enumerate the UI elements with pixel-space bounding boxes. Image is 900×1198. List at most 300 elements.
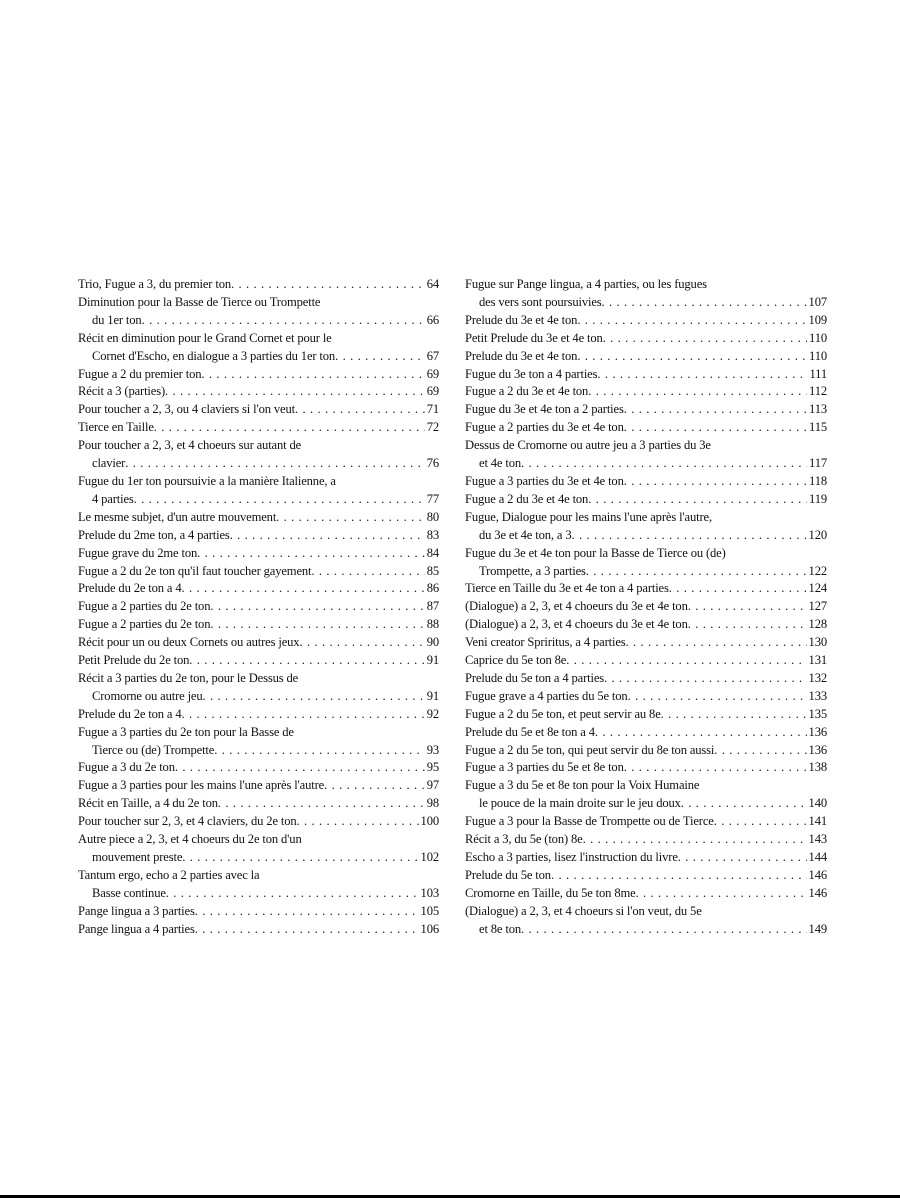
toc-entry-line <box>78 849 439 867</box>
toc-entry-line <box>78 885 439 903</box>
toc-entry <box>465 509 827 545</box>
toc-page-number: 120 <box>808 527 827 542</box>
toc-entry-title: Fugue a 2 parties du 2e ton <box>78 599 211 614</box>
toc-entry-title: Fugue a 2 du 2e ton qu'il faut toucher gayement <box>78 563 312 578</box>
toc-entry-line <box>78 634 439 652</box>
toc-entry-line <box>465 312 827 330</box>
toc-entry-line <box>78 831 439 849</box>
toc-page-number: 88 <box>426 617 439 632</box>
toc-entry <box>78 527 439 545</box>
dot-leader <box>688 598 807 616</box>
toc-entry-line <box>78 545 439 563</box>
dot-leader <box>626 634 807 652</box>
toc-entry <box>78 473 439 509</box>
toc-entry <box>465 903 827 939</box>
toc-entry-title: clavier <box>92 456 126 471</box>
toc-entry <box>78 831 439 867</box>
toc-entry-line <box>78 276 439 294</box>
toc-entry-line <box>78 724 439 742</box>
toc-entry <box>465 670 827 688</box>
dot-leader <box>335 348 425 366</box>
toc-entry <box>78 867 439 903</box>
dot-leader <box>688 616 807 634</box>
dot-leader <box>203 688 425 706</box>
toc-page-number: 118 <box>809 473 827 488</box>
toc-entry <box>465 777 827 813</box>
toc-entry-title: Récit a 3 parties du 2e ton, pour le Dessus de <box>78 670 299 685</box>
dot-leader <box>165 383 425 401</box>
toc-entry <box>465 706 827 724</box>
dot-leader <box>588 383 807 401</box>
toc-entry-title: (Dialogue) a 2, 3, et 4 choeurs du 3e et 4e ton <box>465 617 688 632</box>
toc-page-number: 102 <box>420 850 439 864</box>
toc-page-number: 135 <box>808 706 827 721</box>
dot-leader <box>142 312 425 330</box>
dot-leader <box>577 312 806 330</box>
toc-entry <box>465 634 827 652</box>
toc-page-number: 91 <box>426 653 439 668</box>
toc-entry-line <box>78 670 439 688</box>
toc-entry-title: Prelude du 5e ton a 4 parties <box>465 670 605 685</box>
toc-page-number: 128 <box>808 617 827 632</box>
toc-entry-title: Fugue sur Pange lingua, a 4 parties, ou les fugues <box>465 277 707 291</box>
toc-entry <box>78 921 439 939</box>
dot-leader <box>195 921 419 939</box>
toc-entry-title: du 1er ton <box>92 312 142 327</box>
toc-entry-line <box>78 527 439 545</box>
dot-leader <box>230 527 425 545</box>
toc-page-number: 110 <box>809 348 827 363</box>
toc-entry <box>78 401 439 419</box>
toc-page-number: 112 <box>809 384 827 399</box>
toc-entry-title: (Dialogue) a 2, 3, et 4 choeurs du 3e et 4e ton <box>465 599 688 614</box>
toc-page-number: 76 <box>426 456 439 471</box>
dot-leader <box>210 598 424 616</box>
toc-page-number: 85 <box>426 563 439 578</box>
toc-entry-line <box>78 580 439 598</box>
dot-leader <box>182 580 425 598</box>
toc-entry <box>78 706 439 724</box>
toc-entry-title: Fugue a 2 du 3e et 4e ton <box>465 384 589 399</box>
toc-entry <box>78 366 439 384</box>
toc-entry-title: Trompette, a 3 parties <box>479 563 586 578</box>
toc-page-number: 67 <box>426 348 439 363</box>
toc-entry-title: Cromorne en Taille, du 5e ton 8me <box>465 885 636 900</box>
toc-entry-line <box>78 401 439 419</box>
dot-leader <box>714 813 807 831</box>
dot-leader <box>218 795 425 813</box>
toc-page-number: 97 <box>426 778 439 793</box>
toc-page-number: 149 <box>808 921 827 936</box>
toc-page-number: 136 <box>808 724 827 739</box>
toc-entry-title: Fugue grave a 4 parties du 5e ton <box>465 688 628 703</box>
toc-entry-title: Récit pour un ou deux Cornets ou autres jeux <box>78 635 300 650</box>
dot-leader <box>681 795 807 813</box>
toc-entry-line <box>465 563 827 581</box>
toc-entry-line <box>465 437 827 455</box>
toc-entry <box>465 724 827 742</box>
dot-leader <box>661 706 807 724</box>
toc-entry-title: Fugue du 3e ton a 4 parties <box>465 366 598 381</box>
toc-page-number: 144 <box>808 850 827 864</box>
toc-entry-line <box>78 616 439 634</box>
dot-leader <box>125 455 424 473</box>
toc-entry-title: Pange lingua a 3 parties <box>78 903 195 918</box>
toc-entry <box>78 616 439 634</box>
toc-page-number: 100 <box>420 814 439 829</box>
dot-leader <box>678 849 807 867</box>
dot-leader <box>597 366 807 384</box>
toc-entry-line <box>78 903 439 921</box>
toc-entry <box>465 437 827 473</box>
dot-leader <box>714 742 806 760</box>
toc-entry-title: Tierce en Taille du 3e et 4e ton a 4 parties <box>465 581 669 596</box>
toc-page-number: 91 <box>426 688 439 703</box>
toc-entry-line <box>465 903 827 921</box>
toc-entry <box>465 312 827 330</box>
toc-page-number: 92 <box>426 706 439 721</box>
toc-page-number: 83 <box>426 527 439 542</box>
toc-page-number: 113 <box>809 402 827 417</box>
toc-entry-title: Cromorne ou autre jeu <box>92 688 203 703</box>
dot-leader <box>210 616 424 634</box>
toc-page-number: 124 <box>808 581 827 596</box>
toc-page-number: 122 <box>808 563 827 578</box>
toc-entry-title: Petit Prelude du 3e et 4e ton <box>465 330 603 345</box>
toc-entry <box>78 813 439 831</box>
toc-entry-line <box>78 921 439 939</box>
toc-page-number: 84 <box>426 545 439 560</box>
toc-entry-title: Caprice du 5e ton 8e <box>465 653 567 668</box>
toc-entry-line <box>78 759 439 777</box>
toc-entry-line <box>78 652 439 670</box>
toc-entry-title: Tantum ergo, echo a 2 parties avec la <box>78 867 260 882</box>
toc-page-number: 98 <box>426 796 439 811</box>
toc-entry-title: Fugue du 3e et 4e ton pour la Basse de Tierce ou (de) <box>465 545 726 560</box>
toc-entry <box>465 849 827 867</box>
dot-leader <box>297 813 419 831</box>
toc-entry-line <box>465 759 827 777</box>
toc-entry-line <box>465 670 827 688</box>
toc-entry-title: Escho a 3 parties, lisez l'instruction du livre <box>465 850 678 864</box>
toc-entry-title: Prelude du 2e ton a 4 <box>78 581 182 596</box>
toc-entry <box>465 545 827 581</box>
toc-entry <box>465 598 827 616</box>
toc-entry-title: Fugue a 2 du 5e ton, et peut servir au 8e <box>465 706 661 721</box>
toc-entry-line <box>465 348 827 366</box>
toc-entry <box>78 580 439 598</box>
toc-page-number: 117 <box>809 456 827 471</box>
dot-leader <box>624 473 807 491</box>
toc-entry-line <box>78 419 439 437</box>
toc-entry-title: Le mesme subjet, d'un autre mouvement <box>78 509 277 524</box>
dot-leader <box>624 401 807 419</box>
toc-entry-title: (Dialogue) a 2, 3, et 4 choeurs si l'on veut, du 5e <box>465 903 702 918</box>
dot-leader <box>551 867 807 885</box>
dot-leader <box>588 491 807 509</box>
dot-leader <box>583 831 807 849</box>
toc-page-number: 95 <box>426 760 439 775</box>
dot-leader <box>182 706 425 724</box>
toc-page-number: 109 <box>808 312 827 327</box>
dot-leader <box>324 777 425 795</box>
toc-page-number: 86 <box>426 581 439 596</box>
dot-leader <box>214 742 424 760</box>
toc-entry <box>78 598 439 616</box>
toc-entry-line <box>465 885 827 903</box>
toc-entry-line <box>78 366 439 384</box>
toc-entry-line <box>78 742 439 760</box>
toc-entry-line <box>78 383 439 401</box>
toc-entry-line <box>465 742 827 760</box>
toc-entry-title: Basse continue <box>92 885 166 900</box>
toc-page-number: 66 <box>426 312 439 327</box>
toc-page-number: 131 <box>808 653 827 668</box>
toc-entry-line <box>465 706 827 724</box>
toc-entry-title: Fugue du 1er ton poursuivie a la manière Italienne, a <box>78 473 336 488</box>
toc-page-number: 115 <box>809 420 827 435</box>
toc-entry-title: Tierce ou (de) Trompette <box>92 742 215 757</box>
toc-entry-line <box>465 580 827 598</box>
toc-entry <box>78 545 439 563</box>
toc-entry <box>465 348 827 366</box>
toc-entry <box>78 652 439 670</box>
dot-leader <box>624 419 807 437</box>
toc-entry-line <box>465 598 827 616</box>
dot-leader <box>195 903 419 921</box>
toc-page-number: 107 <box>808 294 827 309</box>
toc-entry <box>78 634 439 652</box>
dot-leader <box>189 652 424 670</box>
toc-entry <box>78 437 439 473</box>
dot-leader <box>604 670 807 688</box>
toc-entry-title: Fugue a 3 parties pour les mains l'une après l'autre <box>78 778 325 793</box>
toc-entry-title: Récit a 3, du 5e (ton) 8e <box>465 832 583 847</box>
toc-entry-title: le pouce de la main droite sur le jeu doux <box>479 796 681 811</box>
toc-entry-line <box>78 509 439 527</box>
toc-entry-title: Prelude du 2e ton a 4 <box>78 706 182 721</box>
toc-entry-line <box>78 598 439 616</box>
toc-entry <box>78 330 439 366</box>
toc-entry-line <box>465 294 827 312</box>
dot-leader <box>603 330 807 348</box>
toc-entry-line <box>465 491 827 509</box>
dot-leader <box>636 885 807 903</box>
toc-entry <box>78 759 439 777</box>
toc-entry-line <box>78 437 439 455</box>
toc-entry-line <box>465 688 827 706</box>
toc-entry <box>78 724 439 760</box>
toc-entry-title: Prelude du 2me ton, a 4 parties <box>78 527 230 542</box>
toc-entry <box>78 294 439 330</box>
toc-entry-title: Fugue, Dialogue pour les mains l'une après l'autre, <box>465 509 712 524</box>
toc-page-number: 138 <box>808 760 827 775</box>
toc-entry-title: Prelude du 3e et 4e ton <box>465 348 578 363</box>
toc-entry <box>465 885 827 903</box>
toc-entry-line <box>465 366 827 384</box>
toc-entry-title: Récit en Taille, a 4 du 2e ton <box>78 796 218 811</box>
toc-entry-title: des vers sont poursuivies <box>479 294 602 309</box>
toc-entry-title: Autre piece a 2, 3, et 4 choeurs du 2e ton d'un <box>78 832 302 847</box>
toc-entry-line <box>78 348 439 366</box>
toc-entry-line <box>78 294 439 312</box>
toc-entry <box>465 330 827 348</box>
toc-entry-line <box>465 330 827 348</box>
toc-entry-title: Veni creator Spriritus, a 4 parties <box>465 635 626 650</box>
toc-entry <box>78 903 439 921</box>
toc-entry <box>465 473 827 491</box>
toc-entry-title: Récit a 3 (parties) <box>78 384 166 399</box>
toc-page-number: 71 <box>426 402 439 417</box>
dot-leader <box>311 563 424 581</box>
dot-leader <box>669 580 807 598</box>
toc-entry-line <box>78 491 439 509</box>
toc-entry-title: Fugue a 3 parties du 2e ton pour la Basse de <box>78 724 294 739</box>
toc-page-number: 146 <box>808 885 827 900</box>
toc-entry-line <box>78 795 439 813</box>
toc-entry-title: Prelude du 3e et 4e ton <box>465 312 578 327</box>
toc-page-number: 106 <box>420 921 439 936</box>
toc-entry-line <box>465 849 827 867</box>
toc-page-number: 90 <box>426 635 439 650</box>
toc-entry-line <box>465 777 827 795</box>
toc-page-number: 143 <box>808 832 827 847</box>
toc-entry-title: et 4e ton <box>479 456 522 471</box>
toc-page-number: 110 <box>809 330 827 345</box>
toc-entry-title: et 8e ton <box>479 921 522 936</box>
toc-entry-line <box>78 473 439 491</box>
toc-entry-title: Fugue a 3 du 2e ton <box>78 760 175 775</box>
toc-entry-line <box>78 563 439 581</box>
toc-entry <box>78 419 439 437</box>
toc-entry-line <box>78 688 439 706</box>
toc-entry-title: Fugue grave du 2me ton <box>78 545 198 560</box>
toc-page-number: 103 <box>420 885 439 900</box>
toc-entry <box>465 491 827 509</box>
toc-entry-title: Petit Prelude du 2e ton <box>78 653 190 668</box>
toc-entry-title: Pour toucher a 2, 3, ou 4 claviers si l'on veut <box>78 402 295 417</box>
toc-entry-line <box>78 706 439 724</box>
toc-entry-title: Pour toucher sur 2, 3, et 4 claviers, du 2e ton <box>78 814 297 829</box>
toc-entry <box>465 867 827 885</box>
toc-page-number: 111 <box>809 366 827 381</box>
toc-entry <box>465 616 827 634</box>
toc-entry-title: mouvement preste <box>92 850 183 864</box>
dot-leader <box>586 563 807 581</box>
toc-entry-title: Tierce en Taille <box>78 420 154 435</box>
toc-entry <box>78 383 439 401</box>
toc-page-number: 140 <box>808 796 827 811</box>
toc-entry-title: Diminution pour la Basse de Tierce ou Trompette <box>78 294 321 309</box>
toc-entry-line <box>465 616 827 634</box>
dot-leader <box>571 527 806 545</box>
toc-entry-line <box>78 867 439 885</box>
toc-entry-line <box>465 652 827 670</box>
toc-entry-line <box>465 795 827 813</box>
toc-entry <box>465 276 827 312</box>
toc-page-number: 130 <box>808 635 827 650</box>
toc-entry <box>78 795 439 813</box>
toc-entry-line <box>465 724 827 742</box>
toc-entry-line <box>465 455 827 473</box>
toc-entry <box>465 366 827 384</box>
dot-leader <box>295 401 425 419</box>
toc-entry <box>465 831 827 849</box>
toc-entry-title: 4 parties <box>92 491 134 506</box>
toc-entry-title: Prelude du 5e et 8e ton a 4 <box>465 724 595 739</box>
toc-entry-title: Fugue a 3 parties du 5e et 8e ton <box>465 760 624 775</box>
toc-entry-line <box>78 330 439 348</box>
toc-entry-line <box>465 276 827 294</box>
toc-column-left <box>78 276 439 939</box>
dot-leader <box>166 885 419 903</box>
dot-leader <box>577 348 807 366</box>
dot-leader <box>624 759 807 777</box>
toc-entry-title: Pour toucher a 2, 3, et 4 choeurs sur autant de <box>78 438 302 453</box>
toc-entry-title: Fugue a 2 du 3e et 4e ton <box>465 491 589 506</box>
dot-leader <box>521 455 807 473</box>
toc-entry-line <box>465 545 827 563</box>
toc-entry-title: Prelude du 5e ton <box>465 867 551 882</box>
dot-leader <box>566 652 806 670</box>
toc-page-number: 69 <box>426 384 439 399</box>
toc-entry-title: Fugue a 2 du 5e ton, qui peut servir du 8e ton aussi <box>465 742 715 757</box>
toc-entry-line <box>78 777 439 795</box>
toc-entry-title: Fugue a 3 pour la Basse de Trompette ou de Tierce <box>465 814 714 829</box>
toc-entry-title: Pange lingua a 4 parties <box>78 921 195 936</box>
toc-page-number: 77 <box>426 491 439 506</box>
dot-leader <box>175 759 425 777</box>
dot-leader <box>134 491 425 509</box>
toc-entry <box>465 419 827 437</box>
dot-leader <box>521 921 807 939</box>
dot-leader <box>299 634 424 652</box>
toc-entry-title: Fugue a 3 parties du 3e et 4e ton <box>465 473 624 488</box>
toc-entry-title: Fugue a 2 parties du 3e et 4e ton <box>465 420 624 435</box>
toc-page-number: 87 <box>426 599 439 614</box>
toc-entry-line <box>465 419 827 437</box>
toc-entry <box>78 670 439 706</box>
toc-entry-title: Fugue du 3e et 4e ton a 2 parties <box>465 402 624 417</box>
toc-page-number: 80 <box>426 509 439 524</box>
toc-entry-line <box>465 383 827 401</box>
toc-entry-line <box>465 867 827 885</box>
toc-column-right <box>465 276 827 939</box>
toc-entry <box>465 383 827 401</box>
toc-entry-line <box>465 509 827 527</box>
toc-entry-line <box>78 312 439 330</box>
toc-entry <box>465 652 827 670</box>
toc-entry-line <box>465 473 827 491</box>
toc-page-number: 141 <box>808 814 827 829</box>
toc-entry <box>78 777 439 795</box>
toc-entry <box>78 276 439 294</box>
toc-entry <box>465 401 827 419</box>
toc-entry-title: Fugue a 3 du 5e et 8e ton pour la Voix Humaine <box>465 778 700 793</box>
toc-page-number: 64 <box>426 277 439 291</box>
toc-page-number: 69 <box>426 366 439 381</box>
toc-page-number: 146 <box>808 867 827 882</box>
toc-entry-title: Trio, Fugue a 3, du premier ton <box>78 277 231 291</box>
toc-page-number: 93 <box>426 742 439 757</box>
toc-entry-title: Dessus de Cromorne ou autre jeu a 3 parties du 3e <box>465 438 711 453</box>
dot-leader <box>595 724 807 742</box>
dot-leader <box>182 849 418 867</box>
toc-entry-line <box>465 527 827 545</box>
toc-entry <box>78 509 439 527</box>
dot-leader <box>201 366 424 384</box>
dot-leader <box>602 294 807 312</box>
